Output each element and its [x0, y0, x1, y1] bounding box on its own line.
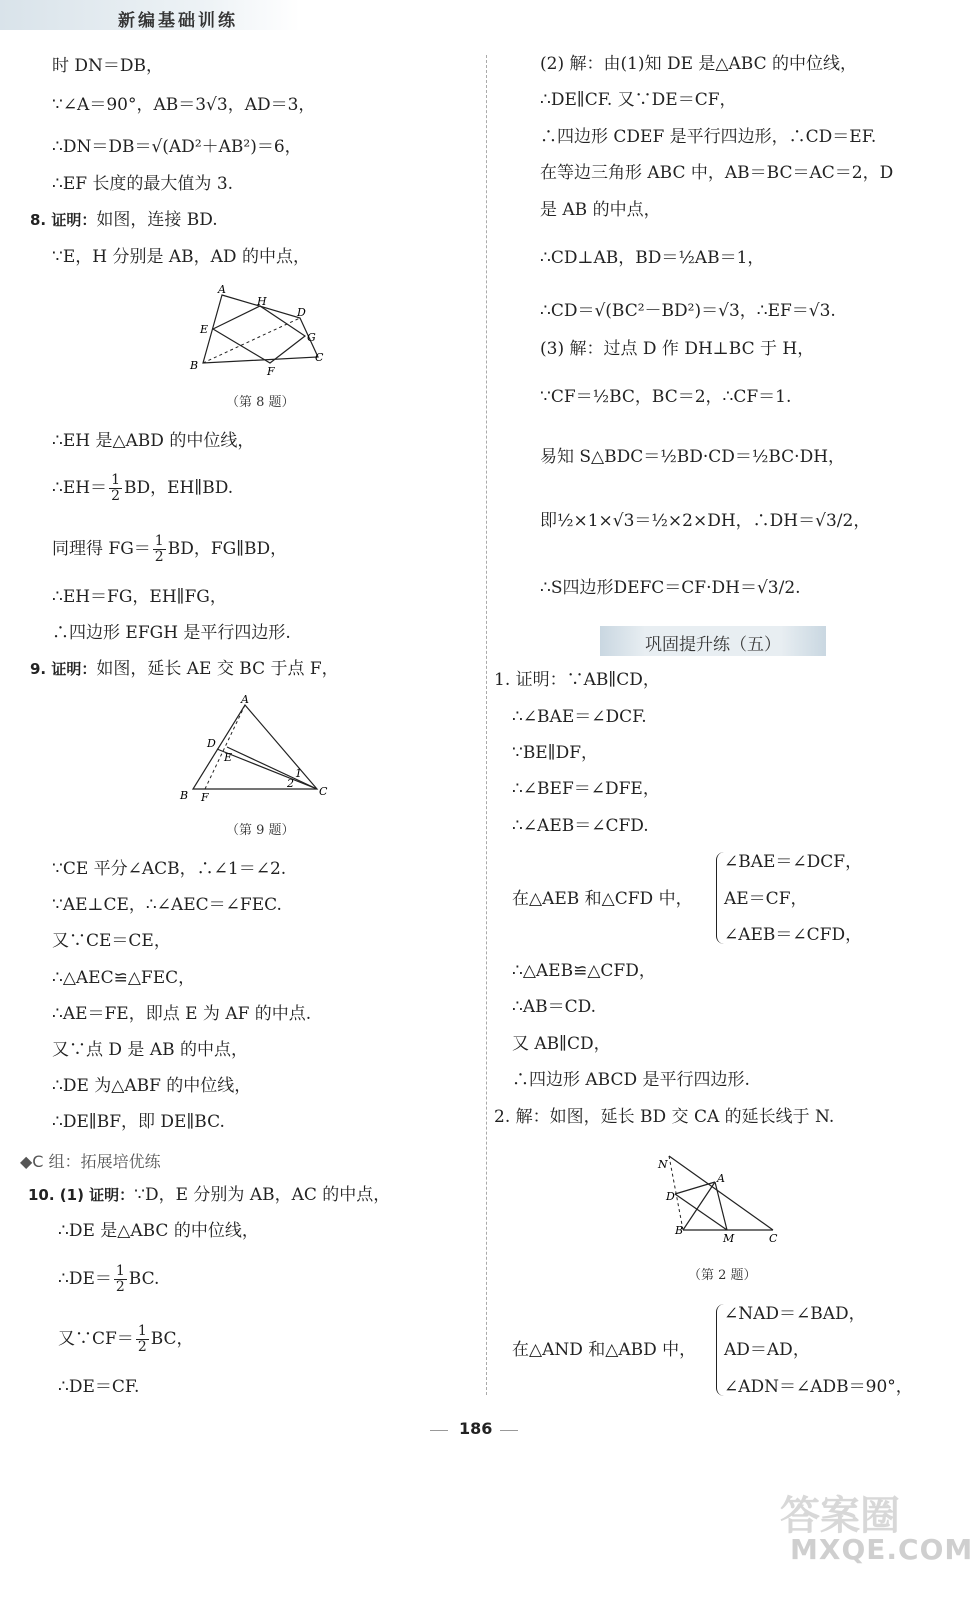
text-line: ∴△AEB≌△CFD，: [512, 961, 656, 981]
text-line: ∴CD＝√(BC²－BD²)＝√3，∴EF＝√3.: [540, 301, 836, 321]
text-line: ∵∠A＝90°，AB＝3√3，AD＝3，: [52, 95, 316, 115]
fig9-label: B: [180, 789, 189, 802]
formula-line: 又∵CF＝ $\frac{1}{2}$ BC，: [58, 1323, 194, 1355]
text-line: ∠NAD＝∠BAD，: [724, 1304, 866, 1324]
page-number-dash: [500, 1430, 518, 1431]
text-line: ∴△AEC≌△FEC，: [52, 968, 196, 988]
text-line: ∴EF 长度的最大值为 3.: [52, 174, 234, 194]
fig2-label: A: [717, 1172, 725, 1185]
text-line: (3) 解：过点 D 作 DH⊥BC 于 H，: [540, 339, 815, 359]
fig8-label: F: [267, 365, 275, 378]
fig8-label: D: [297, 306, 306, 319]
text-line: 在△AND 和△ABD 中，: [512, 1340, 697, 1360]
fig8-label: H: [257, 295, 267, 308]
fig8-label: G: [307, 331, 316, 344]
figure-9: [175, 693, 335, 808]
text-line: ∴∠BEF＝∠DFE，: [512, 779, 660, 799]
fig8-label: E: [200, 323, 209, 336]
problem-label: 10. (1) 证明：: [28, 1186, 135, 1204]
text-line: AD＝AD，: [724, 1340, 810, 1360]
text-line: ∴AB＝CD.: [512, 997, 597, 1017]
fig9-label: C: [319, 785, 328, 798]
text-line: 1. 证明：∵AB∥CD，: [494, 670, 660, 690]
fraction: $\frac{1}{2}$: [115, 1263, 125, 1295]
text-line: ∵E，H 分别是 AB，AD 的中点，: [52, 247, 310, 267]
fig2-label: N: [658, 1158, 668, 1171]
formula-line: ∴DE＝ $\frac{1}{2}$ BC.: [58, 1263, 160, 1295]
text-line: ∴四边形 ABCD 是平行四边形.: [512, 1070, 750, 1090]
header-title: 新编基础训练: [118, 11, 238, 31]
fraction: $\frac{1}{2}$: [137, 1323, 147, 1355]
fig2-label: C: [769, 1232, 778, 1245]
text-line: ∵BE∥DF，: [512, 743, 598, 763]
fig8-label: A: [218, 283, 226, 296]
fig2-label: D: [666, 1190, 675, 1203]
text-line: 2. 解：如图，延长 BD 交 CA 的延长线于 N.: [494, 1107, 835, 1127]
figure-8: [185, 283, 335, 378]
figure-9-caption: （第 9 题）: [226, 823, 295, 838]
page-number: 186: [459, 1419, 493, 1438]
section-title: 巩固提升练（五）: [645, 635, 781, 655]
text-line: ∴∠AEB＝∠CFD.: [512, 816, 649, 836]
page-header: [0, 0, 977, 34]
fraction: $\frac{1}{2}$: [111, 472, 120, 504]
text-line: ∴DE 为△ABF 的中位线，: [52, 1076, 252, 1096]
text-line: 时 DN＝DB，: [52, 56, 164, 76]
figure-2-caption: （第 2 题）: [688, 1268, 757, 1283]
problem-8-header: [30, 209, 218, 231]
text-line: ∠BAE＝∠DCF，: [724, 852, 863, 872]
text-line: 在△AEB 和△CFD 中，: [512, 889, 693, 909]
fig9-label: 2: [287, 777, 294, 790]
text-line: 易知 S△BDC＝½BD·CD＝½BC·DH，: [540, 447, 846, 467]
text-line: ∴AE＝FE，即点 E 为 AF 的中点.: [52, 1004, 312, 1024]
section-banner: [600, 626, 826, 656]
text-line: 又 AB∥CD，: [512, 1034, 611, 1054]
problem-label: 8. 证明：: [30, 211, 97, 229]
figure-8-caption: （第 8 题）: [226, 395, 295, 410]
text-line: ∴DE∥CF. 又∵DE＝CF，: [540, 90, 737, 110]
text-line: 又∵CE＝CE，: [52, 931, 171, 951]
watermark-url: MXQE.COM: [790, 1533, 974, 1566]
fraction: $\frac{1}{2}$: [154, 533, 164, 565]
figure-2: [655, 1150, 785, 1250]
text-line: ∴DE 是△ABC 的中位线，: [58, 1221, 259, 1241]
problem-text: ∵D，E 分别为 AB，AC 的中点，: [134, 1185, 391, 1205]
text-line: ∴∠BAE＝∠DCF.: [512, 707, 647, 727]
text-line: ∵AE⊥CE，∴∠AEC＝∠FEC.: [52, 895, 282, 915]
text-line: ∴四边形 CDEF 是平行四边形，∴CD＝EF.: [540, 127, 877, 147]
text-line: ∴CD⊥AB，BD＝½AB＝1，: [540, 248, 765, 268]
text-line: ∴四边形 EFGH 是平行四边形.: [52, 623, 291, 643]
problem-label: 9. 证明：: [30, 660, 97, 678]
text-line: ∴EH 是△ABD 的中位线，: [52, 431, 255, 451]
fig8-label: C: [315, 351, 324, 364]
watermark-logo: 答案圈: [780, 1493, 900, 1539]
text-line: ∠ADN＝∠ADB＝90°，: [724, 1377, 913, 1397]
text-line: ∴DE∥BF，即 DE∥BC.: [52, 1112, 225, 1132]
text-line: 又∵点 D 是 AB 的中点，: [52, 1040, 249, 1060]
text-line: 是 AB 的中点，: [540, 200, 661, 220]
text-line: AE＝CF，: [724, 889, 808, 909]
fig2-label: B: [675, 1224, 684, 1237]
formula-line: 同理得 FG＝ $\frac{1}{2}$ BD，FG∥BD，: [52, 533, 288, 565]
text-line: ∴S四边形DEFC＝CF·DH＝√3/2.: [540, 578, 801, 598]
text-line: ∵CF＝½BC，BC＝2，∴CF＝1.: [540, 387, 792, 407]
fig2-label: M: [723, 1232, 735, 1245]
problem-10-header: [28, 1184, 390, 1206]
fig9-label: A: [241, 693, 249, 706]
text-line: 即½×1×√3＝½×2×DH，∴DH＝√3/2，: [540, 511, 871, 531]
fig9-label: F: [201, 791, 209, 804]
problem-text: 如图，延长 AE 交 BC 于点 F，: [96, 659, 339, 679]
text-line: ∵CE 平分∠ACB，∴∠1＝∠2.: [52, 859, 287, 879]
page-number-dash: [430, 1430, 448, 1431]
text-line: 在等边三角形 ABC 中，AB＝BC＝AC＝2，D: [540, 163, 894, 183]
text-line: ∴DE＝CF.: [58, 1377, 140, 1397]
text-line: ∴DN＝DB＝√(AD²＋AB²)＝6，: [52, 137, 302, 157]
fig9-label: D: [207, 737, 216, 750]
group-c-heading: ◆C 组：拓展培优练: [20, 1152, 161, 1171]
formula-line: ∴EH＝ $\frac{1}{2}$ BD，EH∥BD.: [52, 472, 234, 504]
problem-text: 如图，连接 BD.: [96, 210, 218, 230]
text-line: (2) 解：由(1)知 DE 是△ABC 的中位线，: [540, 54, 857, 74]
text-line: ∠AEB＝∠CFD，: [724, 925, 863, 945]
fig8-label: B: [190, 359, 199, 372]
column-divider: [486, 55, 487, 1395]
text-line: ∴EH＝FG，EH∥FG，: [52, 587, 227, 607]
fig9-label: 1: [295, 767, 302, 780]
problem-9-header: [30, 658, 339, 680]
fig9-label: E: [224, 751, 233, 764]
